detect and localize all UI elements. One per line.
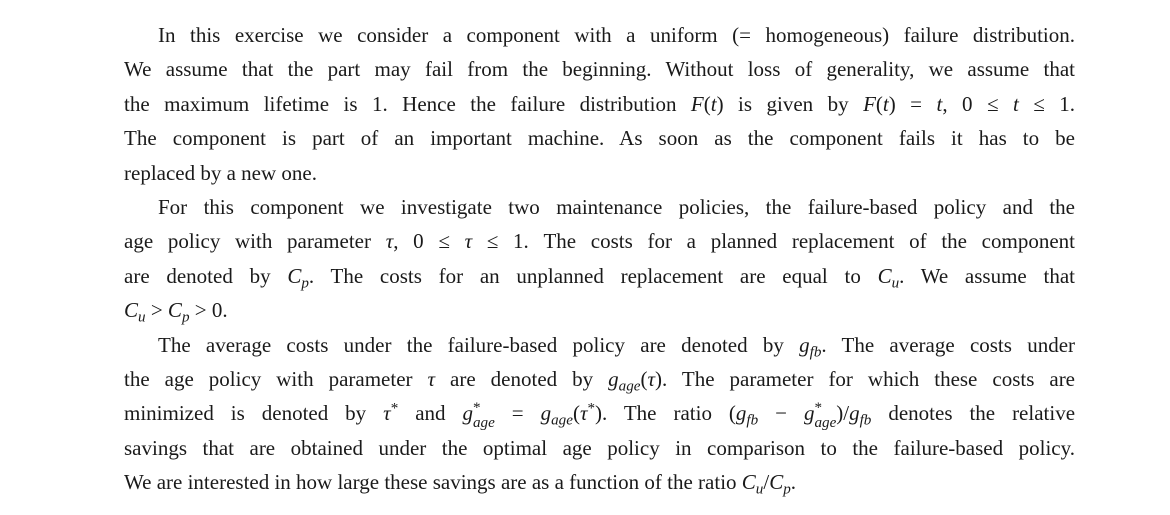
- math-script-stack: [473, 401, 495, 430]
- math-variable: t: [1012, 91, 1019, 116]
- text-run: savings that are obtained under the optimal age policy in comparison to the failure-based policy.: [124, 435, 1075, 460]
- exercise-text: [124, 18, 1075, 499]
- math-variable: C: [877, 263, 892, 288]
- text-run: =: [494, 401, 541, 426]
- text-line: [124, 156, 1075, 190]
- math-subscript: fb: [809, 344, 822, 361]
- text-run: replaced by a new one.: [124, 160, 317, 185]
- paragraph-2: [124, 190, 1075, 328]
- text-run: We assume that the part may fail from the beginning. Without loss of generality, we assume that: [124, 57, 1075, 82]
- text-run: minimized is denoted by: [124, 401, 384, 426]
- text-run: (: [572, 401, 580, 426]
- math-subscript: p: [301, 275, 309, 292]
- math-variable: τ: [385, 229, 394, 254]
- math-variable: t: [710, 91, 717, 116]
- text-run: (: [875, 91, 883, 116]
- text-line: [124, 328, 1075, 362]
- text-line: [124, 259, 1075, 293]
- text-line: [124, 121, 1075, 155]
- math-variable: g: [849, 401, 860, 426]
- text-run: The component is part of an important machine. As soon as the component fails it has to be: [124, 126, 1075, 151]
- text-run: the age policy with parameter: [124, 366, 428, 391]
- math-variable: t: [882, 91, 889, 116]
- math-script-stack: [814, 401, 836, 430]
- math-variable: C: [741, 470, 756, 495]
- math-superscript: *: [587, 400, 596, 417]
- text-line: [124, 52, 1075, 86]
- text-run: In this exercise we consider a component with a uniform (= homogeneous) failure distribution.: [158, 23, 1075, 47]
- math-variable: F: [863, 91, 876, 116]
- text-run: the maximum lifetime is 1. Hence the failure distribution: [124, 91, 691, 116]
- paragraph-1: [124, 18, 1075, 190]
- math-subscript: fb: [746, 412, 759, 429]
- text-run: . We assume that: [899, 263, 1075, 288]
- math-variable: τ: [464, 229, 473, 254]
- text-run: >: [145, 298, 168, 323]
- text-line: [124, 18, 1075, 52]
- math-variable: F: [690, 91, 704, 116]
- text-run: . The costs for an unplanned replacement are equal to: [308, 263, 878, 288]
- math-variable: C: [167, 298, 182, 323]
- text-run: ). The ratio (: [595, 401, 736, 426]
- math-subscript: u: [138, 309, 146, 326]
- math-subscript: p: [181, 309, 190, 326]
- text-run: −: [758, 401, 804, 426]
- math-variable: τ: [579, 401, 588, 426]
- text-line: [124, 431, 1075, 465]
- text-run: . The average costs under: [821, 332, 1076, 357]
- math-variable: τ: [647, 366, 656, 391]
- text-run: > 0.: [189, 298, 228, 323]
- text-line: [124, 396, 1075, 430]
- text-run: The average costs under the failure-based policy are denoted by: [158, 332, 800, 357]
- math-superscript: *: [390, 400, 399, 417]
- text-line: [124, 87, 1075, 121]
- text-line: [124, 293, 1075, 327]
- math-subscript: age: [618, 378, 641, 395]
- text-run: are denoted by: [435, 366, 609, 391]
- text-run: are denoted by: [124, 263, 288, 288]
- math-variable: g: [540, 401, 552, 426]
- math-variable: C: [124, 298, 139, 323]
- math-subscript: age: [473, 414, 495, 431]
- text-run: )/: [836, 401, 850, 426]
- math-subscript: age: [551, 412, 573, 429]
- math-subscript: fb: [859, 412, 872, 429]
- text-run: ≤ 1.: [1018, 91, 1076, 116]
- text-line: [124, 224, 1075, 258]
- math-superscript: *: [814, 400, 823, 417]
- text-line: [124, 190, 1075, 224]
- text-line: [124, 362, 1075, 396]
- text-run: We are interested in how large these savings are as a function of the ratio: [124, 470, 742, 495]
- paragraph-3: [124, 328, 1075, 500]
- math-variable: t: [936, 91, 943, 116]
- math-variable: g: [799, 332, 810, 357]
- math-variable: g: [608, 366, 619, 391]
- math-variable: τ: [383, 401, 391, 426]
- text-run: ). The parameter for which these costs are: [655, 366, 1076, 391]
- text-run: age policy with parameter: [124, 229, 386, 254]
- text-run: ≤ 1. The costs for a planned replacement of the component: [472, 229, 1075, 254]
- text-line: [124, 465, 1075, 499]
- text-run: (: [703, 91, 711, 116]
- math-superscript: *: [473, 400, 481, 417]
- text-run: , 0 ≤: [942, 91, 1013, 116]
- math-subscript: u: [891, 275, 900, 292]
- text-run: .: [790, 470, 797, 495]
- text-run: ) is given by: [716, 91, 864, 116]
- math-variable: g: [735, 401, 747, 426]
- text-run: ) =: [888, 91, 937, 116]
- text-run: and: [398, 401, 463, 426]
- math-variable: C: [769, 470, 784, 495]
- math-variable: g: [803, 401, 815, 426]
- math-subscript: u: [755, 481, 764, 498]
- math-variable: g: [462, 401, 473, 426]
- text-run: For this component we investigate two maintenance policies, the failure-based policy and the: [158, 194, 1075, 219]
- math-subscript: age: [814, 414, 837, 431]
- text-run: denotes the relative: [871, 401, 1076, 426]
- text-run: , 0 ≤: [393, 229, 465, 254]
- text-run: /: [763, 470, 770, 495]
- math-variable: C: [287, 263, 302, 288]
- math-subscript: p: [783, 481, 791, 498]
- math-variable: τ: [427, 366, 436, 391]
- text-run: (: [640, 366, 648, 391]
